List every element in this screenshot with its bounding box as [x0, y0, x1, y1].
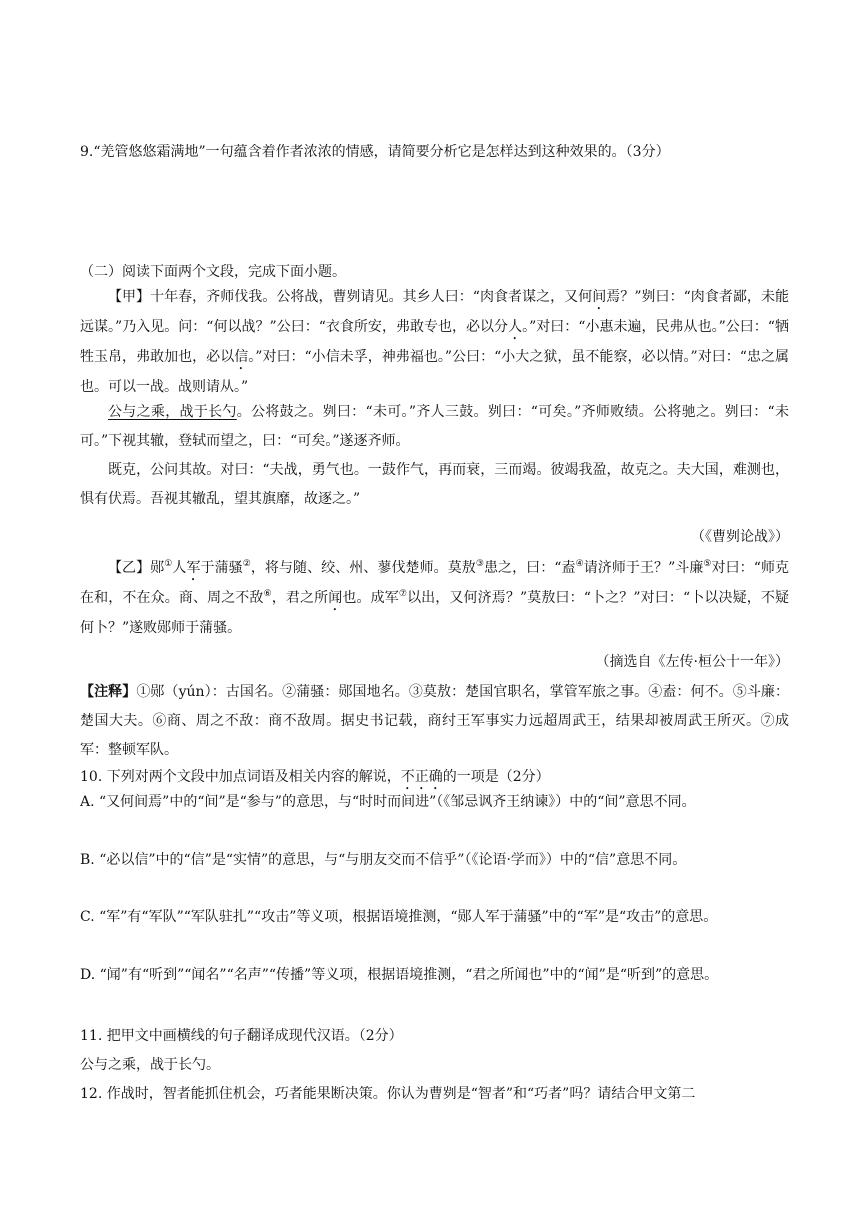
passage-jia-paragraph-3: 既克，公问其故。对曰：“夫战，勇气也。一鼓作气，再而衰，三而竭。彼竭我盈，故克之。夫大国，难测也，惧有伏焉。吾视其辙乱，望其旗靡，故逐之。”	[80, 462, 789, 507]
annotations-label: 【注释】	[80, 684, 137, 700]
question-11-stem: 11. 把甲文中画横线的句子翻译成现代汉语。（2分）	[80, 1028, 403, 1044]
section-2-intro: （二）阅读下面两个文段，完成下面小题。	[80, 264, 346, 280]
dotted-word-buzhengque: 不正确	[400, 769, 443, 785]
passage-jia-paragraph-2: 公与之乘，战于长勺。公将鼓之。刿曰：“未可。”齐人三鼓。刿曰：“可矣。”齐师败绩。公将驰之。刿曰：“未可。”下视其辙，登轼而望之，曰：“可矣。”遂逐齐师。	[80, 404, 790, 449]
question-10-option-b: B. “必以信”中的“信”是“实情”的意思，与“与朋友交而不信乎”（《论语·学而》）中的“信”意思不同。	[80, 852, 687, 868]
question-11-sentence: 公与之乘，战于长勺。	[80, 1057, 220, 1073]
underlined-sentence: 公与之乘，战于长勺	[108, 404, 237, 420]
passage-jia-label: 【甲】	[108, 289, 151, 305]
question-9: 9.“羌管悠悠霜满地”一句蕴含着作者浓浓的情感，请简要分析它是怎样达到这种效果的。（3分）	[80, 144, 670, 160]
passage-jia-paragraph-1: 【甲】十年春，齐师伐我。公将战，曹刿请见。其乡人曰：“肉食者谋之，又何间焉？”刿曰：“肉食者鄙，未能远谋。”乃入见。问：“何以战？”公曰：“衣食所安，弗敢专也，必以分人。”对曰：“小惠未遍，民弗从也。”公曰：“牺牲玉帛，弗敢加也，必以信。”对曰：“小信未孚，神弗福也。”公曰：“小大之狱，虽不能察，必以情。”对曰：“忠之属也。可以一战。战则请从。”	[80, 289, 790, 395]
dotted-word-jian: 间	[592, 289, 607, 305]
question-10-stem: 10. 下列对两个文段中加点词语及相关内容的解说，不正确的一项是（2分）	[80, 769, 550, 785]
dotted-word-wen: 闻	[328, 590, 343, 606]
passage-yi-source: （摘选自《左传·桓公十一年》）	[595, 654, 789, 670]
dotted-word-jun: 军	[186, 560, 201, 576]
annotations: 【注释】①郧（yún）：古国名。②蒲骚：郧国地名。③莫敖：楚国官职名，掌管军旅之事。④盍：何不。⑤斗廉：楚国大夫。⑥商、周之不敌：商不敌周。据史书记载，商纣王军事实力远超周武王，结果却被周武王所灭。⑦成军：整顿军队。	[80, 684, 789, 758]
passage-jia-source: （《曹刿论战》）	[691, 529, 789, 545]
question-10-option-a: A. “又何间焉”中的“间”是“参与”的意思，与“时时而间进”（《邹忌讽齐王纳谏》）中的“间”意思不同。	[80, 794, 696, 810]
passage-yi-label: 【乙】	[108, 560, 151, 576]
question-10-option-d: D. “闻”有“听到”“闻名”“名声”“传播”等义项，根据语境推测，“君之所闻也”中的“闻”是“听到”的意思。	[80, 967, 719, 983]
dotted-word-ren: 人	[508, 319, 523, 335]
passage-yi: 【乙】郧①人军于蒲骚②，将与随、绞、州、蓼伐楚师。莫敖③患之，曰：“盍④请济师于王？”斗廉⑤对曰：“师克在和，不在众。商、周之不敌⑥，君之所闻也。成军⑦以出，又何济焉？”莫敖曰：“卜之？”对曰：“卜以决疑，不疑何卜？”遂败郧师于蒲骚。	[80, 559, 790, 636]
question-12-stem: 12. 作战时，智者能抓住机会，巧者能果断决策。你认为曹刿是“智者”和“巧者”吗？请结合甲文第二	[80, 1086, 696, 1102]
dotted-word-xin: 信	[234, 349, 249, 365]
question-10-option-c: C. “军”有“军队”“军队驻扎”“攻击”等义项，根据语境推测，“郧人军于蒲骚”中的“军”是“攻击”的意思。	[80, 909, 718, 925]
